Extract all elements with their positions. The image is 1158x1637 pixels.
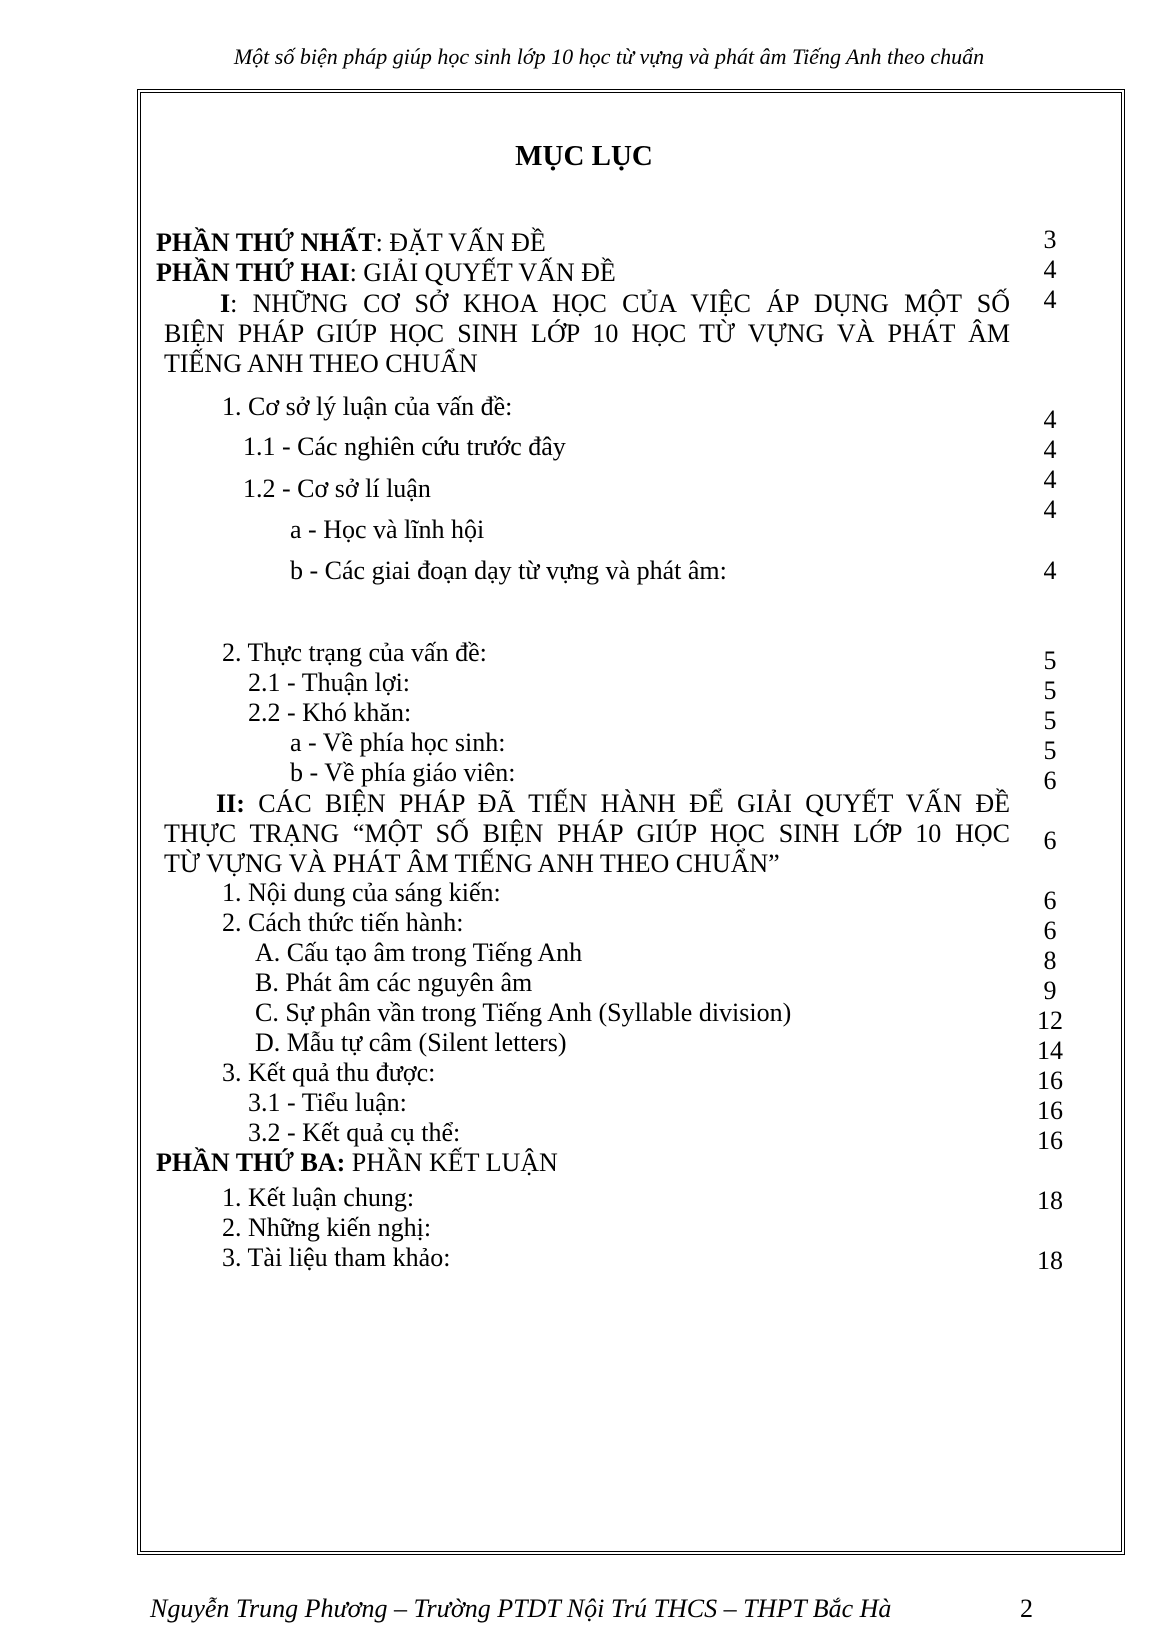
toc-part-3-text: PHẦN KẾT LUẬN	[345, 1148, 558, 1177]
toc-page-number: 4	[1043, 465, 1057, 494]
toc-page-number: 18	[1037, 1186, 1063, 1215]
toc-item[interactable]: 3.2 - Kết quả cụ thể:	[248, 1118, 461, 1147]
toc-page-number: 6	[1043, 916, 1057, 945]
page-footer: Nguyễn Trung Phương – Trường PTDT Nội Trú THCS – THPT Bắc Hà	[150, 1594, 892, 1623]
toc-page-number: 16	[1037, 1096, 1063, 1125]
toc-page-number: 6	[1043, 766, 1057, 795]
toc-page-number: 5	[1043, 646, 1057, 675]
toc-part-2-text: : GIẢI QUYẾT VẤN ĐỀ	[349, 258, 616, 287]
toc-item[interactable]: 1.1 - Các nghiên cứu trước đây	[243, 432, 566, 461]
toc-item[interactable]: a - Học và lĩnh hội	[290, 515, 485, 544]
toc-item[interactable]: 2. Thực trạng của vấn đề:	[222, 638, 487, 667]
toc-page-number: 16	[1037, 1066, 1063, 1095]
toc-item[interactable]: C. Sự phân vần trong Tiếng Anh (Syllable division)	[255, 998, 792, 1027]
page-title: MỤC LỤC	[515, 140, 653, 172]
toc-section-1-line-1[interactable]	[164, 288, 1010, 319]
toc-page-number: 14	[1037, 1036, 1063, 1065]
toc-page-number: 6	[1043, 826, 1057, 855]
toc-page-number: 18	[1037, 1246, 1063, 1275]
toc-part-2[interactable]	[156, 258, 616, 288]
toc-page-number: 4	[1043, 405, 1057, 434]
page-number: 2	[1020, 1594, 1033, 1623]
toc-item[interactable]: B. Phát âm các nguyên âm	[255, 968, 533, 997]
toc-item[interactable]: 1. Cơ sở lý luận của vấn đề:	[222, 392, 513, 421]
toc-item[interactable]: 2. Những kiến nghị:	[222, 1213, 432, 1242]
toc-page-number: 16	[1037, 1126, 1063, 1155]
toc-page-number: 6	[1043, 886, 1057, 915]
toc-item[interactable]: 1. Kết luận chung:	[222, 1183, 415, 1212]
toc-item[interactable]: 3.1 - Tiểu luận:	[248, 1088, 407, 1117]
toc-page-number: 4	[1043, 285, 1057, 314]
toc-part-1-label: PHẦN THỨ NHẤT	[156, 228, 376, 257]
toc-item[interactable]: b - Về phía giáo viên:	[290, 758, 516, 787]
toc-page-number: 5	[1043, 706, 1057, 735]
toc-part-3[interactable]	[156, 1148, 558, 1178]
toc-part-3-label: PHẦN THỨ BA:	[156, 1148, 346, 1177]
page-header: Một số biện pháp giúp học sinh lớp 10 học từ vựng và phát âm Tiếng Anh theo chuẩn	[233, 44, 985, 69]
toc-item[interactable]: a - Về phía học sinh:	[290, 728, 506, 757]
toc-item[interactable]: b - Các giai đoạn dạy từ vựng và phát âm:	[290, 556, 727, 585]
toc-page-number: 3	[1043, 225, 1057, 254]
toc-section-2-label: II:	[216, 789, 245, 818]
toc-section-2-text: CÁC BIỆN PHÁP ĐÃ TIẾN HÀNH ĐỂ GIẢI QUYẾT VẤN ĐỀ	[244, 789, 1010, 818]
toc-page-number: 9	[1043, 976, 1057, 1005]
toc-section-1-text: : NHỮNG CƠ SỞ KHOA HỌC CỦA VIỆC ÁP DỤNG MỘT SỐ	[230, 289, 1010, 318]
toc-item[interactable]: 1.2 - Cơ sở lí luận	[243, 474, 431, 503]
toc-page-number: 5	[1043, 676, 1057, 705]
toc-item[interactable]: 3. Kết quả thu được:	[222, 1058, 436, 1087]
toc-page-number: 8	[1043, 946, 1057, 975]
toc-part-2-label: PHẦN THỨ HAI	[156, 258, 350, 287]
toc-section-1-line-3[interactable]: TIẾNG ANH THEO CHUẨN	[164, 349, 478, 378]
toc-item[interactable]: 2.1 - Thuận lợi:	[248, 668, 411, 697]
toc-page-number: 5	[1043, 736, 1057, 765]
toc-section-2-line-3[interactable]: TỪ VỰNG VÀ PHÁT ÂM TIẾNG ANH THEO CHUẨN”	[164, 849, 780, 878]
toc-page-number: 4	[1043, 435, 1057, 464]
toc-item[interactable]: 3. Tài liệu tham khảo:	[222, 1243, 451, 1272]
toc-section-1-line-2[interactable]: BIỆN PHÁP GIÚP HỌC SINH LỚP 10 HỌC TỪ VỰNG VÀ PHÁT ÂM	[164, 319, 1010, 348]
toc-item[interactable]: 2. Cách thức tiến hành:	[222, 908, 464, 937]
toc-page-number: 4	[1043, 495, 1057, 524]
toc-item[interactable]: D. Mẫu tự câm (Silent letters)	[255, 1028, 567, 1057]
toc-part-1[interactable]	[156, 228, 546, 258]
toc-page-number: 4	[1043, 556, 1057, 585]
toc-page-number: 4	[1043, 255, 1057, 284]
toc-part-1-text: : ĐẶT VẤN ĐỀ	[375, 228, 546, 257]
toc-item[interactable]: 2.2 - Khó khăn:	[248, 698, 412, 727]
toc-item[interactable]: A. Cấu tạo âm trong Tiếng Anh	[255, 938, 583, 967]
toc-section-2-line-2[interactable]: THỰC TRẠNG “MỘT SỐ BIỆN PHÁP GIÚP HỌC SINH LỚP 10 HỌC	[164, 819, 1010, 848]
toc-section-1-label: I	[220, 289, 231, 318]
toc-page-number: 12	[1037, 1006, 1063, 1035]
toc-item[interactable]: 1. Nội dung của sáng kiến:	[222, 878, 501, 907]
toc-section-2-line-1[interactable]	[164, 788, 1010, 819]
